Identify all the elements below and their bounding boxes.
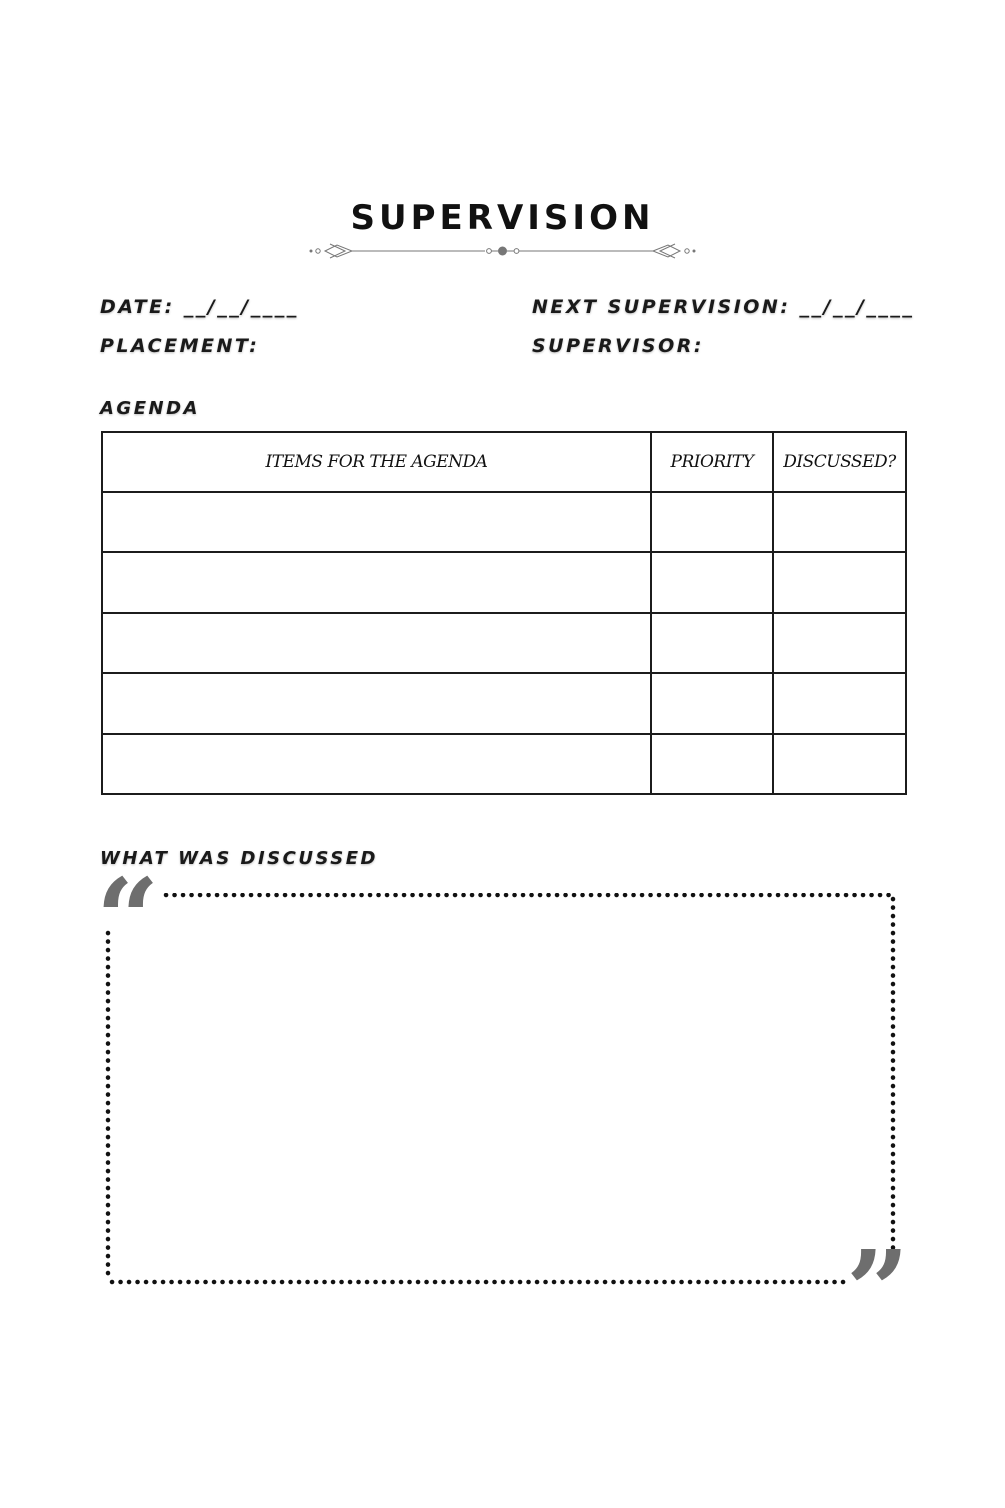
table-row	[102, 492, 906, 552]
discussed-cell[interactable]	[773, 673, 906, 733]
table-row	[102, 673, 906, 733]
discussed-cell[interactable]	[773, 492, 906, 552]
agenda-item-cell[interactable]	[102, 613, 651, 673]
page-title: SUPERVISION	[350, 198, 655, 238]
agenda-table	[101, 431, 907, 795]
column-header-discussed: DISCUSSED?	[773, 432, 906, 492]
discussed-cell[interactable]	[773, 734, 906, 794]
discussion-notes-area[interactable]	[104, 893, 896, 1285]
priority-cell[interactable]	[651, 734, 773, 794]
priority-cell[interactable]	[651, 552, 773, 612]
agenda-item-cell[interactable]	[102, 492, 651, 552]
table-row	[102, 552, 906, 612]
supervisor-field[interactable]: SUPERVISOR:	[532, 335, 704, 357]
date-field[interactable]: DATE: __/__/____	[100, 296, 299, 318]
table-row	[102, 734, 906, 794]
what-was-discussed-label: WHAT WAS DISCUSSED	[100, 848, 378, 869]
open-quote-icon: “	[96, 854, 160, 983]
placement-field[interactable]: PLACEMENT:	[100, 335, 260, 357]
next-supervision-field[interactable]: NEXT SUPERVISION: __/__/____	[532, 296, 915, 318]
column-header-items: ITEMS FOR THE AGENDA	[102, 432, 651, 492]
priority-cell[interactable]	[651, 673, 773, 733]
ornament-divider-icon	[305, 240, 700, 262]
discussed-cell[interactable]	[773, 552, 906, 612]
discussed-cell[interactable]	[773, 613, 906, 673]
close-quote-icon: ”	[846, 1226, 910, 1355]
agenda-item-cell[interactable]	[102, 734, 651, 794]
agenda-item-cell[interactable]	[102, 673, 651, 733]
agenda-header-row	[102, 432, 906, 492]
agenda-item-cell[interactable]	[102, 552, 651, 612]
agenda-label: AGENDA	[100, 398, 200, 419]
table-row	[102, 613, 906, 673]
priority-cell[interactable]	[651, 613, 773, 673]
column-header-priority: PRIORITY	[651, 432, 773, 492]
priority-cell[interactable]	[651, 492, 773, 552]
